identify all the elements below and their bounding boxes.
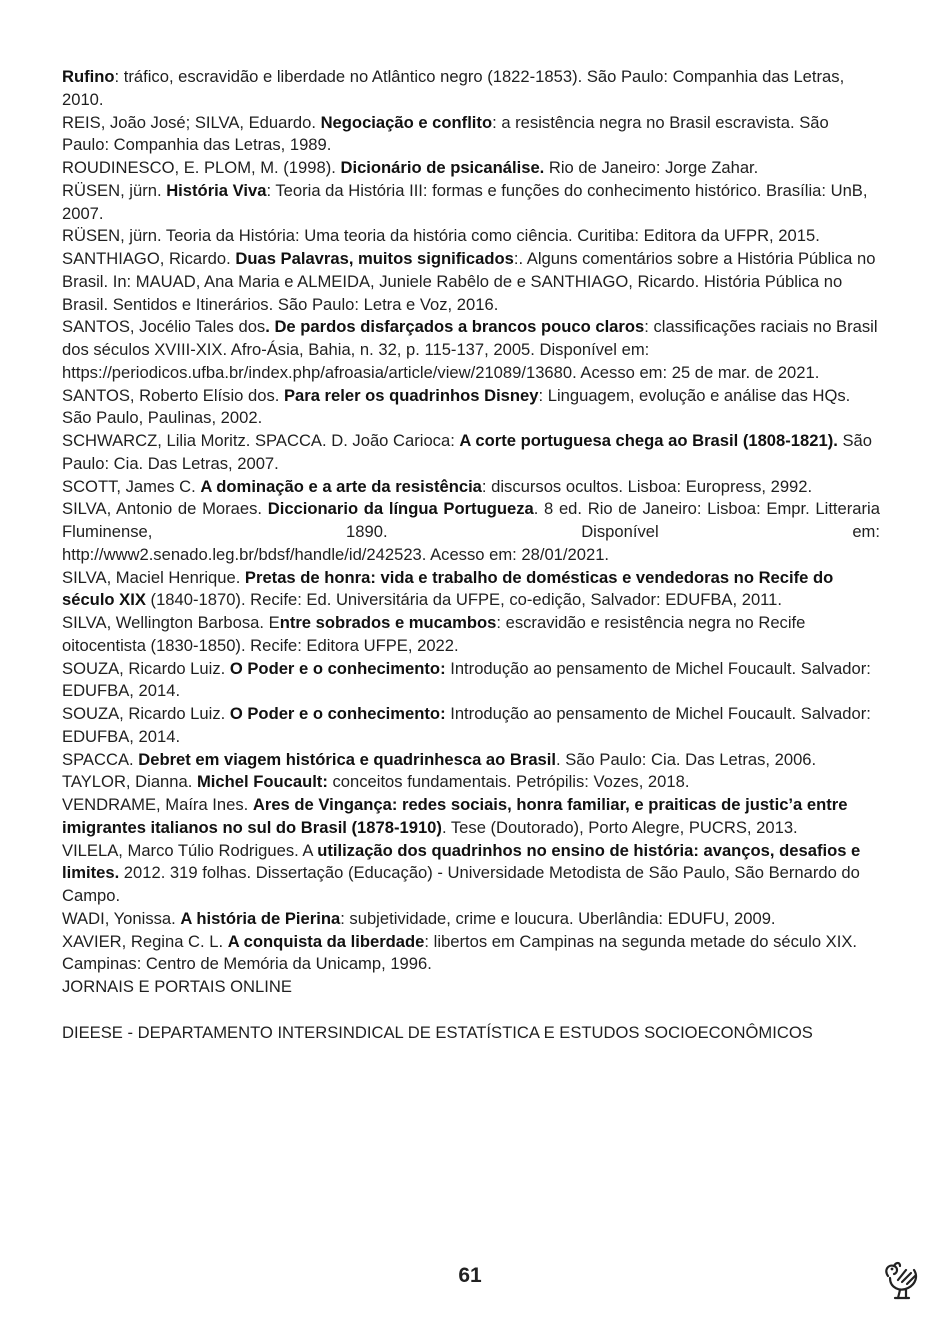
reference-text: XAVIER, Regina C. L. — [62, 931, 228, 951]
page-number: 61 — [458, 1264, 482, 1287]
reference-text: . 8 ed. Rio de Janeiro: Lisboa: Empr. Litteraria Fluminense, 1890. Disponível em: — [62, 499, 880, 541]
reference-entry — [62, 567, 880, 613]
reference-entry — [62, 931, 880, 977]
reference-text: : Teoria da História III: formas e funções do conhecimento histórico. Brasília: UnB, 2007. — [62, 180, 868, 223]
sankofa-bird-icon — [878, 1256, 924, 1302]
reference-title: Para reler os quadrinhos Disney — [283, 385, 539, 405]
online-sources-list — [62, 1022, 880, 1045]
reference-text: SOUZA, Ricardo Luiz. — [62, 704, 230, 723]
reference-text: SILVA, Antonio de Moraes. — [62, 499, 268, 519]
reference-title: . De pardos disfarçados a brancos pouco claros — [265, 317, 645, 337]
reference-text: : Linguagem, evolução e análise das HQs. São Paulo, Paulinas, 2002. — [62, 385, 851, 428]
reference-title: O Poder e o conhecimento: — [229, 658, 446, 678]
reference-entry — [62, 430, 880, 476]
reference-text: :. Alguns comentários sobre a História Pública no Brasil. In: MAUAD, Ana Maria e ALMEIDA, Juniele Rabêlo de e SANTHIAGO, Ricardo. História Pública no Brasil. Sentidos e Itinerários. São Paulo: Letra e Voz, 2016. — [62, 249, 876, 314]
reference-title: Duas Palavras, muitos significados — [235, 249, 514, 268]
reference-title: O Poder e o conhecimento: — [229, 704, 446, 723]
reference-title: História Viva — [166, 180, 267, 200]
reference-entry — [62, 771, 880, 794]
reference-entry — [62, 794, 880, 840]
reference-text: RÜSEN, jürn. — [62, 180, 167, 200]
reference-entry — [62, 385, 880, 431]
reference-text: SANTOS, Roberto Elísio dos. — [62, 385, 284, 405]
reference-title: Pretas de honra: vida e trabalho de domésticas e vendedoras no Recife do século XIX — [62, 567, 834, 610]
reference-entry — [62, 248, 880, 316]
reference-text: : classificações raciais no Brasil dos séculos XVIII-XIX. Afro-Ásia, Bahia, n. 32, p. 115-137, 2005. Disponível em: https://periodicos.ufba.br/index.php/afroasia/article/view/21089/13680. Acesso em: 25 de mar. de 2021. — [62, 317, 878, 382]
reference-entry — [62, 658, 880, 704]
bibliography — [62, 66, 880, 1044]
reference-entry — [62, 612, 880, 658]
reference-entry — [62, 544, 880, 567]
reference-title: ntre sobrados e mucambos — [279, 613, 497, 632]
reference-text: : a resistência negra no Brasil escravista. São Paulo: Companhia das Letras, 1989. — [62, 112, 829, 155]
reference-text: (1840-1870). Recife: Ed. Universitária da UFPE, co-edição, Salvador: EDUFBA, 2011. — [145, 590, 783, 610]
reference-entry — [62, 180, 880, 226]
reference-text: SPACCA. — [62, 749, 139, 769]
section-gap — [62, 999, 880, 1022]
reference-entry — [62, 703, 880, 749]
reference-text: VILELA, Marco Túlio Rodrigues. A — [62, 840, 318, 860]
reference-text: Rio de Janeiro: Jorge Zahar. — [544, 158, 759, 177]
reference-text: SILVA, Maciel Henrique. — [62, 567, 245, 587]
reference-entry — [62, 316, 880, 384]
reference-text: SCOTT, James C. — [62, 476, 201, 496]
reference-text: WADI, Yonissa. — [62, 908, 181, 928]
reference-entry — [62, 840, 880, 908]
reference-title: Dicionário de psicanálise. — [340, 158, 545, 177]
reference-title: Michel Foucault: — [196, 772, 328, 792]
reference-text: São Paulo: Cia. Das Letras, 2007. — [62, 431, 872, 473]
reference-title: A dominação e a arte da resistência — [200, 476, 482, 496]
reference-text: 2012. 319 folhas. Dissertação (Educação) - Universidade Metodista de São Paulo, São Bernardo do Campo. — [62, 863, 860, 905]
reference-text: TAYLOR, Dianna. — [62, 772, 197, 792]
reference-text: SANTOS, Jocélio Tales dos — [62, 317, 266, 337]
reference-text: : escravidão e resistência negra no Recife oitocentista (1830-1850). Recife: Editora UFPE, 2022. — [62, 613, 806, 655]
reference-entry — [62, 157, 880, 180]
reference-title: A conquista da liberdade — [227, 931, 425, 951]
reference-text: . Tese (Doutorado), Porto Alegre, PUCRS, 2013. — [441, 817, 798, 837]
reference-text: JORNAIS E PORTAIS ONLINE — [62, 977, 292, 996]
reference-text: RÜSEN, jürn. Teoria da História: Uma teoria da história como ciência. Curitiba: Editora da UFPR, 2015. — [62, 226, 820, 246]
reference-text: : discursos ocultos. Lisboa: Europress, 2992. — [481, 476, 813, 496]
reference-text: http://www2.senado.leg.br/bdsf/handle/id/242523. Acesso em: 28/01/2021. — [62, 544, 610, 564]
reference-entry — [62, 498, 880, 544]
reference-entry — [62, 225, 880, 248]
reference-text: : tráfico, escravidão e liberdade no Atlântico negro (1822-1853). São Paulo: Companhia das Letras, 2010. — [62, 67, 845, 109]
reference-text: Introdução ao pensamento de Michel Foucault. Salvador: EDUFBA, 2014. — [62, 704, 871, 746]
reference-entry — [62, 749, 880, 772]
reference-text: SILVA, Wellington Barbosa. E — [62, 613, 280, 632]
reference-entry — [62, 908, 880, 931]
reference-text: ROUDINESCO, E. PLOM, M. (1998). — [62, 158, 341, 177]
reference-text: VENDRAME, Maíra Ines. — [62, 795, 253, 814]
reference-text: : libertos em Campinas na segunda metade do século XIX. Campinas: Centro de Memória da Unicamp, 1996. — [62, 931, 858, 974]
reference-text: SOUZA, Ricardo Luiz. — [62, 658, 230, 678]
reference-text: SCHWARCZ, Lilia Moritz. SPACCA. D. João Carioca: — [62, 431, 460, 450]
reference-title: Diccionario da língua Portugueza — [267, 499, 534, 519]
reference-entry — [62, 66, 880, 112]
reference-title: Negociação e conflito — [320, 112, 493, 132]
reference-text: SANTHIAGO, Ricardo. — [62, 249, 236, 268]
reference-title: A corte portuguesa chega ao Brasil (1808-1821). — [459, 431, 838, 450]
reference-title: utilização dos quadrinhos no ensino de história: avanços, desafios e limites. — [62, 840, 861, 883]
reference-list — [62, 66, 880, 999]
reference-text: REIS, João José; SILVA, Eduardo. — [62, 112, 321, 132]
reference-text: DIEESE - DEPARTAMENTO INTERSINDICAL DE ESTATÍSTICA E ESTUDOS SOCIOECONÔMICOS — [62, 1022, 813, 1042]
reference-title: Debret em viagem histórica e quadrinhesca ao Brasil — [138, 749, 557, 769]
reference-title: Ares de Vingança: redes sociais, honra familiar, e praiticas de justic’a entre imigrantes italianos no sul do Brasil (1878-1910) — [62, 795, 848, 837]
reference-title: A história de Pierina — [180, 908, 341, 928]
reference-title: Rufino — [62, 67, 115, 86]
reference-text: conceitos fundamentais. Petrópilis: Vozes, 2018. — [327, 772, 690, 792]
reference-text: : subjetividade, crime e loucura. Uberlândia: EDUFU, 2009. — [340, 908, 776, 928]
reference-text: . São Paulo: Cia. Das Letras, 2006. — [556, 749, 817, 769]
reference-entry — [62, 112, 880, 158]
reference-entry — [62, 1022, 880, 1045]
reference-entry — [62, 976, 880, 999]
reference-entry — [62, 476, 880, 499]
reference-text: Introdução ao pensamento de Michel Foucault. Salvador: EDUFBA, 2014. — [62, 658, 871, 701]
